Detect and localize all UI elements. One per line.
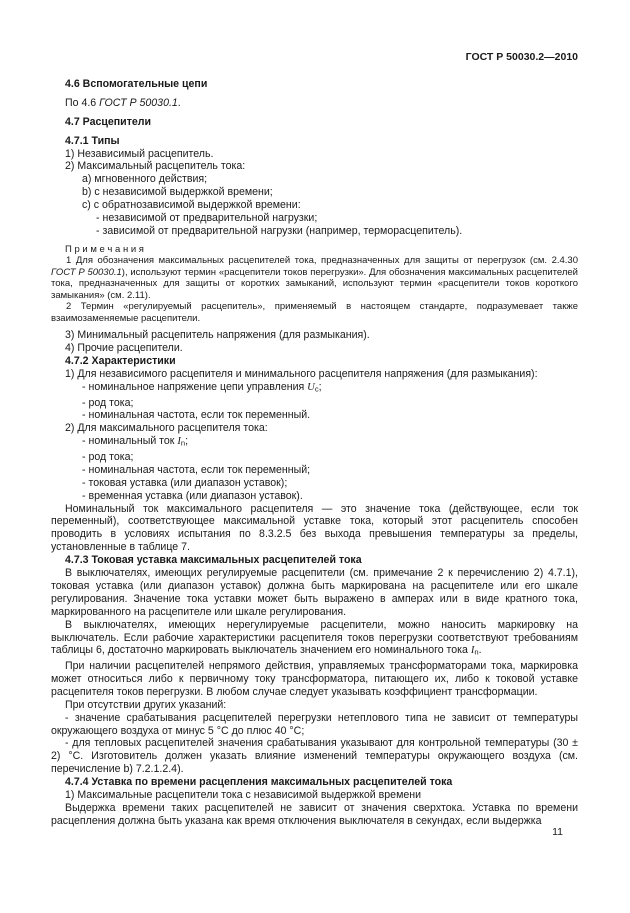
list-item: 4) Прочие расцепители.	[65, 342, 183, 355]
paragraph: В выключателях, имеющих регулируемые расцепители (см. примечание 2 к перечислению 2) 4.7.1), токовая уставка (или диапазон уставок) должна быть маркирована на расцепителе или его шкале регулирования. Значение тока уставки может быть выражено в амперах или в виде кратного тока, маркированного на расцепителе или шкале регулирования.	[51, 567, 578, 618]
running-header: ГОСТ Р 50030.2—2010	[465, 51, 578, 63]
paragraph: Номинальный ток максимального расцепителя — это значение тока (действующее, если ток переменный), соответствующее максимальной уставке тока, который этот расцепитель способен проводить в условиях испытания по 8.3.2.5 без выхода превышения температуры за пределы, установленные в таблице 7.	[51, 502, 578, 554]
text-run: По 4.6	[65, 96, 100, 109]
note-2: 2 Термин «регулируемый расцепитель», применяемый в настоящем стандарте, подразумевает также взаимозаменяемые расцепители.	[51, 301, 578, 324]
list-item: - род тока;	[82, 450, 134, 463]
heading-4-7-4: 4.7.4 Уставка по времени расцепления максимальных расцепителей тока	[65, 776, 453, 789]
list-item: - род тока;	[82, 396, 134, 409]
text-run: 1 Для обозначения максимальных расцепителей тока, предназначенных для защиты от перегрузок (см. 2.4.30	[66, 255, 578, 267]
heading-4-7: 4.7 Расцепители	[65, 115, 152, 128]
text-run: n	[180, 438, 186, 448]
list-item: c) с обратнозависимой выдержкой времени:	[82, 199, 301, 212]
note-1	[51, 255, 578, 301]
list-item: - номинальная частота, если ток переменный.	[82, 409, 311, 422]
notes-heading: П р и м е ч а н и я	[65, 243, 144, 255]
list-item	[51, 381, 578, 397]
list-item: - токовая уставка (или диапазон уставок);	[82, 476, 288, 489]
list-item: - номинальная частота, если ток переменный;	[82, 463, 311, 476]
text-run: ;	[318, 381, 322, 393]
list-item: b) с независимой выдержкой времени;	[82, 186, 273, 199]
text-run: I	[470, 645, 475, 657]
text-run: - номинальный ток	[82, 435, 178, 448]
document-content	[51, 78, 578, 828]
text-run: ), используют термин «расцепители токов перегрузки». Для обозначения максимальных расцепителей тока, предназначенных для защиты от коротких замыканий, используют термин «расцепители токов короткого замыкания» (см. 2.11).	[51, 266, 578, 301]
text-run: ГОСТ Р 50030.1	[99, 96, 178, 109]
list-item: 1) Для независимого расцепителя и минимального расцепителя напряжения (для размыкания):	[65, 368, 538, 381]
list-item: a) мгновенного действия;	[82, 173, 208, 186]
list-item: 3) Минимальный расцепитель напряжения (для размыкания).	[65, 329, 370, 342]
list-item: 1) Максимальные расцепители тока с независимой выдержкой времени	[65, 789, 422, 802]
paragraph: Выдержка времени таких расцепителей не зависит от значения сверхтока. Уставка по времени расцепления должна быть указана как время отключения выключателя в секундах, если выдержка	[51, 802, 578, 827]
paragraph	[51, 97, 578, 110]
text-run: - номинальное напряжение цепи управления	[82, 381, 308, 393]
heading-4-7-3: 4.7.3 Токовая уставка максимальных расцепителей тока	[65, 554, 362, 567]
list-item	[51, 435, 578, 451]
paragraph: При отсутствии других указаний:	[65, 698, 227, 711]
heading-4-7-1: 4.7.1 Типы	[65, 134, 120, 147]
paragraph: - значение срабатывания расцепителей перегрузки нетеплового типа не зависит от температуры окружающего воздуха от минус 5 °С до плюс 40 °С;	[51, 711, 578, 737]
text-run: .	[177, 96, 181, 109]
paragraph: - для тепловых расцепителей значения срабатывания указывают для контрольной температуры (30 ± 2) °С. Изготовитель должен указать влияние изменений температуры окружающего воздуха (см. перечисление b) 7.2.1.2.4).	[51, 737, 578, 776]
heading-4-6: 4.6 Вспомогательные цепи	[65, 77, 208, 90]
list-item: 2) Для максимального расцепителя тока:	[65, 422, 268, 435]
text-run: c	[314, 384, 319, 394]
list-item: 1) Независимый расцепитель.	[65, 147, 214, 160]
list-item: - временная уставка (или диапазон уставок).	[82, 489, 303, 502]
text-run: I	[177, 436, 181, 448]
list-item: - зависимой от предварительной нагрузки (например, терморасцепитель).	[96, 224, 463, 237]
text-run: ГОСТ Р 50030.1	[51, 266, 122, 278]
list-item: - независимой от предварительной нагрузки;	[96, 212, 318, 225]
text-run: .	[478, 644, 482, 657]
list-item: 2) Максимальный расцепитель тока:	[65, 160, 246, 173]
text-run: U	[307, 382, 315, 393]
paragraph	[51, 619, 578, 660]
page-number: 11	[552, 826, 563, 838]
text-run: В выключателях, имеющих нерегулируемые расцепители, можно наносить маркировку на выключатель. Если рабочие характеристики расцепителя токов перегрузки соответствуют требованиям таблицы 6, достаточно маркировать выключатель значением его номинального тока	[51, 618, 578, 657]
heading-4-7-2: 4.7.2 Характеристики	[65, 355, 176, 368]
text-run: n	[474, 648, 479, 658]
text-run: ;	[185, 435, 189, 448]
paragraph: При наличии расцепителей непрямого действия, управляемых трансформаторами тока, маркировка может относиться либо к первичному току трансформатора, питающего их, либо к токовой уставке расцепителя токов перегрузки. В любом случае следует указывать коэффициент трансформации.	[51, 660, 578, 698]
